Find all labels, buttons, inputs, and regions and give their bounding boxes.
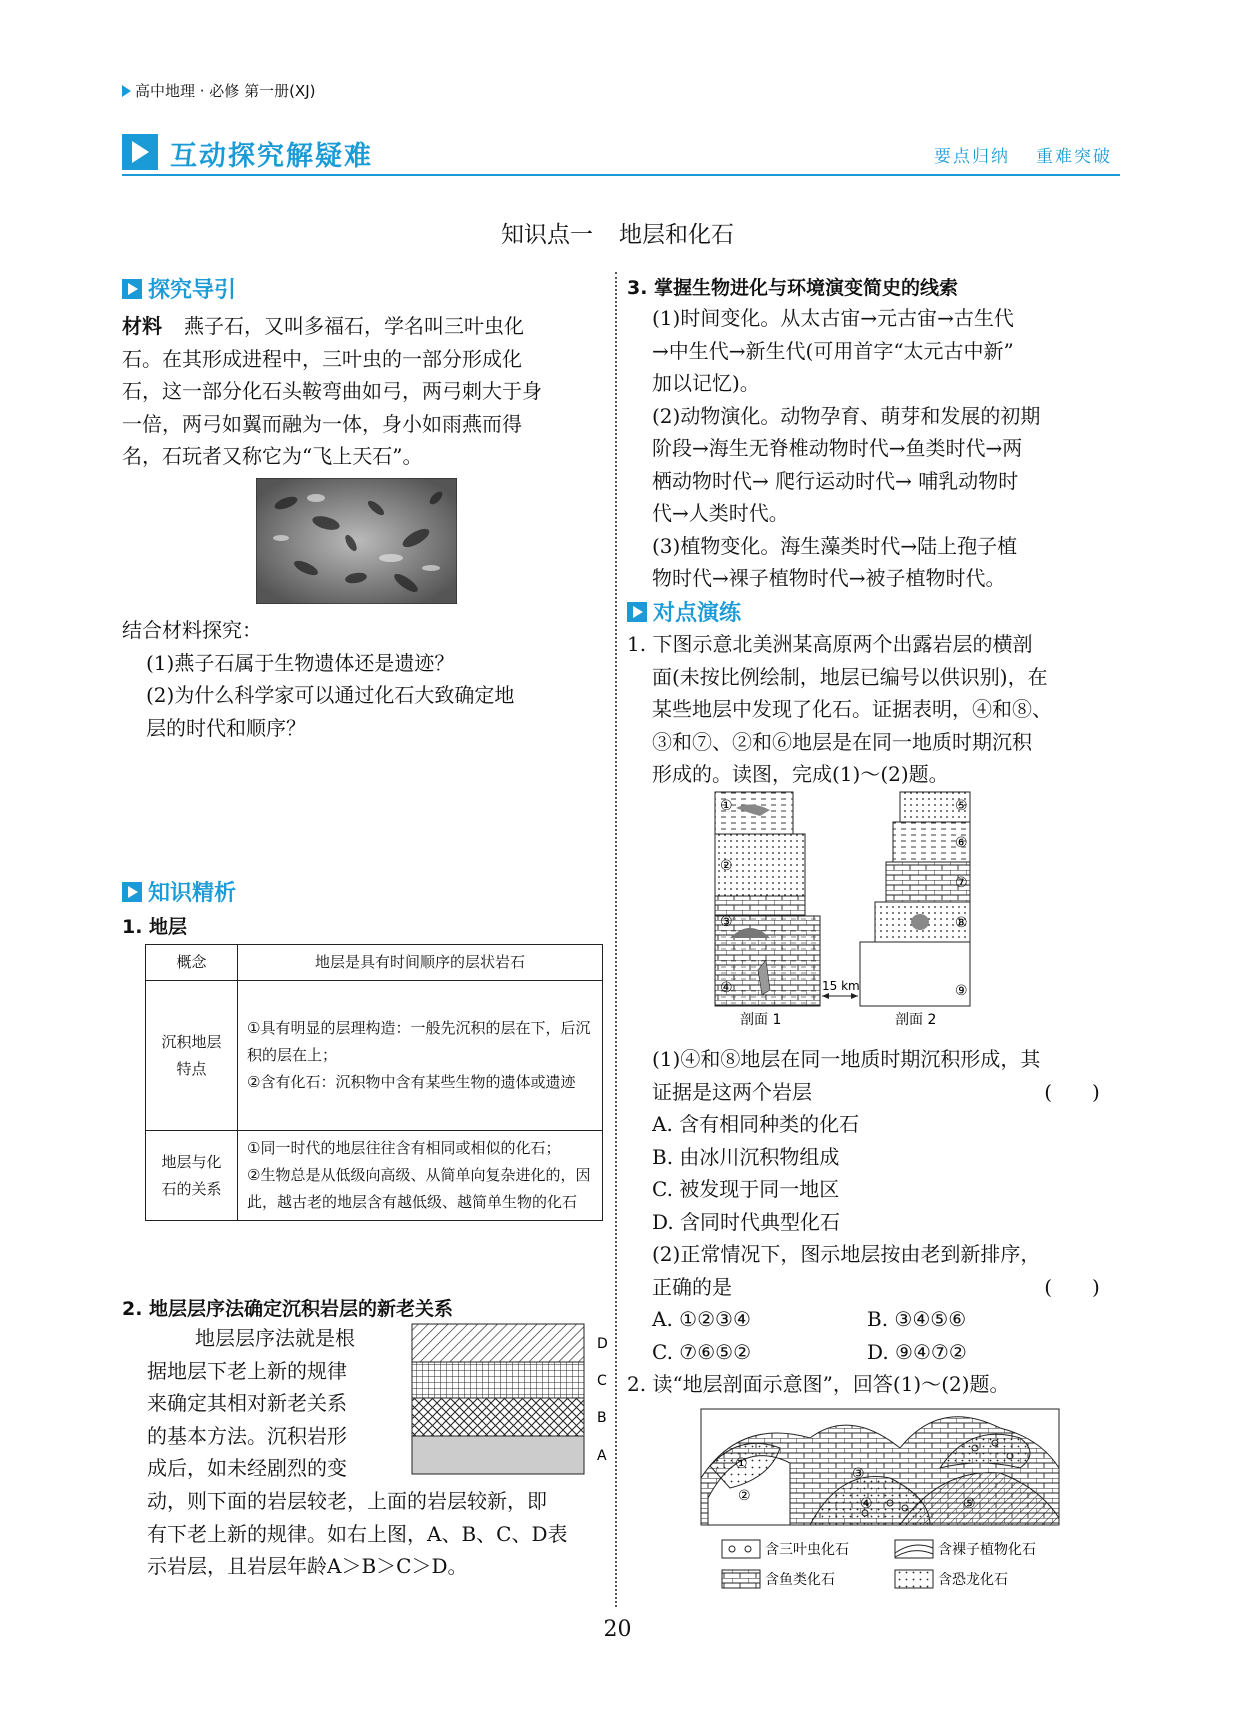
legend-label: 含三叶虫化石 xyxy=(765,1542,849,1558)
series-header: 高中地理 · 必修 第一册(XJ) xyxy=(122,80,315,101)
law-paragraph-narrow: 地层层序法就是根 据地层下老上新的规律 来确定其相对新老关系 的基本方法。沉积岩形 成后，如未经剧烈的变 xyxy=(147,1326,355,1480)
stratum-number: ② xyxy=(738,1488,751,1504)
strata-table: 概念 地层是具有时间顺序的层状岩石 沉积地层特点 ①具有明显的层理构造：一般先沉积的层在下，后沉积的层在上； ②含有化石：沉积物中含有某些生物的遗体或遗迹 地层与化石的关系 ①同一时代的地层往往含有相同或相似的化石； ②生物总是从低级向高级、从简单向复杂进化的，因此，越古老的地层含有越低级、越简单生物的化石 xyxy=(145,944,603,1221)
exercise-2-stem: 2. 读“地层剖面示意图”，回答(1)～(2)题。 xyxy=(627,1372,1010,1396)
law-paragraph-wide: 动，则下面的岩层较老，上面的岩层较新，即 有下老上新的规律。如右上图，A、B、C、D表 示岩层，且岩层年龄A＞B＞C＞D。 xyxy=(147,1489,568,1578)
layer-label: D xyxy=(597,1336,608,1352)
section-knowledge-analysis: 知识精析 xyxy=(122,876,236,907)
section-practice: 对点演练 xyxy=(627,596,741,627)
column-divider xyxy=(615,272,617,1607)
legend xyxy=(722,1540,1036,1588)
caption-section-1: 剖面 1 xyxy=(740,1012,782,1028)
stratum-number: ⑤ xyxy=(955,798,968,814)
stratum-number: ④ xyxy=(860,1496,873,1512)
section-1 xyxy=(715,792,820,1006)
section-2 xyxy=(860,792,970,1006)
layer-label: C xyxy=(597,1373,607,1389)
banner-tags: 要点归纳 重难突破 xyxy=(934,147,1112,167)
stratum-number: ② xyxy=(720,858,733,874)
stratum-number: ⑦ xyxy=(955,875,968,891)
page-number: 20 xyxy=(603,1617,632,1642)
legend-label: 含鱼类化石 xyxy=(765,1572,835,1588)
explore-questions: 结合材料探究： (1)燕子石属于生物遗体还是遗迹？ (2)为什么科学家可以通过化石大致确定地 层的时代和顺序？ xyxy=(122,618,515,740)
stratum-number: ⑥ xyxy=(955,835,968,851)
caption-section-2: 剖面 2 xyxy=(895,1012,937,1028)
banner-rule xyxy=(122,174,1120,176)
stratum-number: ⑧ xyxy=(955,915,968,931)
stratum-number: ⑤ xyxy=(963,1496,976,1512)
exercise-1-questions: (1)④和⑧地层在同一地质时期沉积形成，其 证据是这两个岩层 ( ) A. 含有相同种类的化石 B. 由冰川沉积物组成 C. 被发现于同一地区 D. 含同时代典型化石 (2)正常情况下，图示地层按由老到新排序， 正确的是 ( ) A. ①②③④ B. ③④⑤⑥ C. ⑦⑥⑤② D. ⑨④⑦② xyxy=(652,1047,1100,1364)
layer-label: B xyxy=(597,1410,607,1426)
strata-profile-figure xyxy=(700,1408,1070,1598)
section-inquiry-guide: 探究导引 xyxy=(122,273,236,304)
stratum-number: ① xyxy=(720,798,733,814)
exercise-1-stem: 1. 下图示意北美洲某高原两个出露岩层的横剖 面(未按比例绘制，地层已编号以供识别)，在 某些地层中发现了化石。证据表明，④和⑧、 ③和⑦、②和⑥地层是在同一地质时期沉积 形成的。读图，完成(1)～(2)题。 xyxy=(627,632,1052,786)
subheading-evolution: 3. 掌握生物进化与环境演变简史的线索 xyxy=(627,277,959,299)
stratum-number: ③ xyxy=(720,914,733,930)
subheading-stratigraphy: 2. 地层层序法确定沉积岩层的新老关系 xyxy=(122,1298,454,1320)
stratum-number: ① xyxy=(735,1456,748,1472)
evolution-paragraphs: (1)时间变化。从太古宙→元古宙→古生代 →中生代→新生代(可用首字“太元古中新” 加以记忆)。 (2)动物演化。动物孕育、萌芽和发展的初期 阶段→海生无脊椎动物时代→鱼类时代→两 栖动物时代→ 爬行运动时代→ 哺乳动物时 代→人类时代。 (3)植物变化。海生藻类时代→陆上孢子植 物时代→裸子植物时代→被子植物时代。 xyxy=(652,306,1041,590)
knowledge-point-title: 知识点一 地层和化石 xyxy=(501,222,734,248)
play-icon xyxy=(122,882,142,902)
subheading-strata: 1. 地层 xyxy=(122,916,188,938)
section-banner xyxy=(122,134,1120,178)
layer-label: A xyxy=(597,1448,607,1464)
stratum-number: ⑨ xyxy=(955,983,968,999)
play-icon xyxy=(627,602,647,622)
stratum-number: ④ xyxy=(720,980,733,996)
material-paragraph: 材料 燕子石，又叫多福石，学名叫三叶虫化 石。在其形成进程中，三叶虫的一部分形成化 石，这一部分化石头鞍弯曲如弓，两弓刺大于身 一倍，两弓如翼而融为一体，身小如雨燕而得 名，石玩者又称它为“飞上天石”。 xyxy=(122,314,542,468)
banner-title: 互动探究解疑难 xyxy=(170,141,373,172)
distance-label: 15 km xyxy=(822,979,860,993)
trilobite-fossil-photo xyxy=(256,478,457,604)
legend-label: 含恐龙化石 xyxy=(938,1572,1008,1588)
rock-layers-diagram xyxy=(410,1322,610,1478)
stratum-number: ③ xyxy=(852,1466,865,1482)
play-icon xyxy=(122,279,142,299)
triangle-icon xyxy=(122,85,131,97)
legend-label: 含裸子植物化石 xyxy=(938,1542,1036,1558)
stratigraphic-sections-figure xyxy=(710,790,1060,1030)
play-icon xyxy=(122,134,158,170)
